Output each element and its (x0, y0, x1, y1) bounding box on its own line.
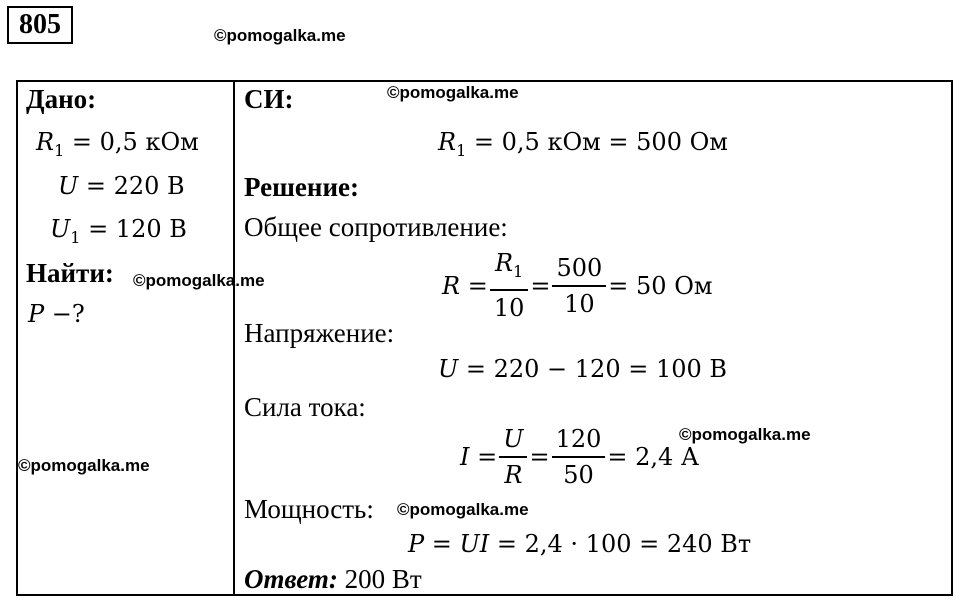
eq-resistance: R = $\frac{R_1}{10}$ = $\frac{500}{10}$ = 50 Ом (442, 246, 713, 325)
watermark: ©pomogalka.me (387, 83, 519, 102)
find-header: Найти: (26, 258, 114, 288)
label-resistance: Общее сопротивление: (244, 212, 508, 242)
given-r1: $R_1 = 0,5$ кОм (36, 128, 199, 160)
solution-header: Решение: (244, 172, 359, 202)
si-r1: $R_1 = 0,5$ кОм = 500 Ом (438, 128, 728, 160)
watermark: ©pomogalka.me (397, 500, 529, 519)
column-divider (233, 80, 235, 596)
si-header: СИ: (244, 84, 294, 114)
eq-power: P = UI = 2,4 · 100 = 240 Вт (408, 530, 752, 558)
answer: Ответ: 200 Вт (244, 564, 422, 594)
given-header: Дано: (26, 84, 97, 114)
problem-number-badge: 805 (7, 6, 73, 44)
given-u: U = 220 В (58, 172, 185, 200)
find-p: P −? (28, 300, 85, 328)
eq-voltage: U = 220 − 120 = 100 В (438, 355, 728, 383)
eq-current: I = $\frac{U}{R}$ = $\frac{120}{50}$ = 2,4 А (460, 422, 699, 492)
watermark: ©pomogalka.me (679, 425, 811, 444)
watermark: ©pomogalka.me (133, 271, 265, 290)
label-power: Мощность: (244, 494, 374, 524)
label-current: Сила тока: (244, 392, 366, 422)
given-u1: $U_1 = 120$ В (50, 215, 187, 247)
watermark: ©pomogalka.me (18, 456, 150, 475)
watermark: ©pomogalka.me (214, 26, 346, 45)
label-voltage: Напряжение: (244, 318, 395, 348)
